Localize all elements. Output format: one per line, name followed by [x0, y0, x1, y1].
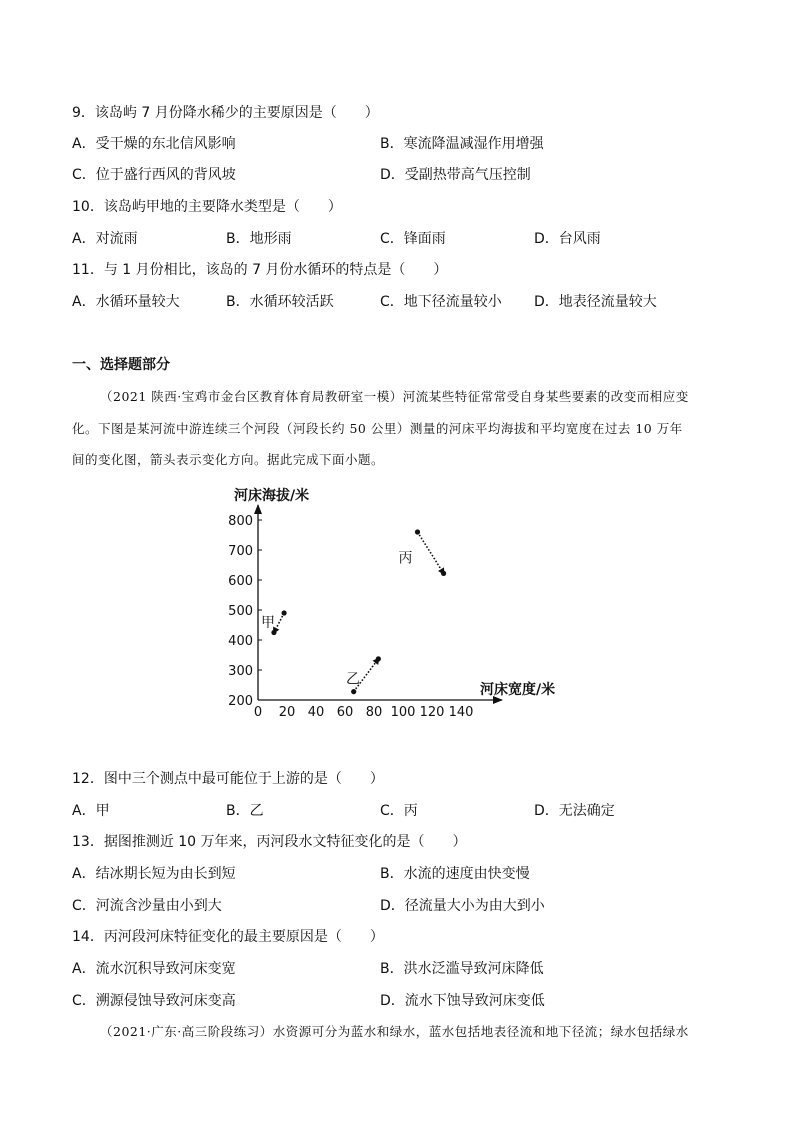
- series-arrow: [274, 613, 284, 633]
- x-tick-label: 100: [390, 705, 416, 720]
- series-label: 丙: [398, 550, 413, 567]
- q14-option-c: C．溯源侵蚀导致河床变高: [72, 993, 236, 1009]
- x-tick-label: 120: [419, 705, 445, 720]
- q12-option-b: B．乙: [226, 803, 264, 819]
- q13-option-b: B．水流的速度由快变慢: [380, 866, 530, 882]
- q10-option-d: D．台风雨: [534, 231, 601, 247]
- intro-line-2: 化。下图是某河流中游连续三个河段（河段长约 50 公里）测量的河床平均海拔和平均宽度在过去 10 万年: [72, 421, 683, 436]
- series-start-point: [282, 610, 287, 615]
- intro2-line-1: （2021·广东·高三阶段练习）水资源可分为蓝水和绿水，蓝水包括地表径流和地下径流；绿水包括绿水: [100, 1024, 689, 1039]
- q13-option-a: A．结冰期长短为由长到短: [72, 866, 236, 882]
- q10-option-c: C．锋面雨: [380, 231, 446, 247]
- q14-option-a: A．流水沉积导致河床变宽: [72, 961, 236, 977]
- intro-line-3: 间的变化图，箭头表示变化方向。据此完成下面小题。: [72, 452, 385, 467]
- riverbed-chart: [222, 483, 572, 723]
- q9-option-d: D．受副热带高气压控制: [380, 167, 531, 183]
- q9-option-b: B．寒流降温减湿作用增强: [380, 136, 544, 152]
- series-end-point: [376, 656, 381, 661]
- x-tick-label: 60: [336, 705, 354, 720]
- q11-option-a: A．水循环量较大: [72, 294, 180, 310]
- series-label: 甲: [261, 614, 276, 631]
- y-tick-label: 300: [228, 664, 253, 679]
- x-axis-label: 河床宽度/米: [480, 682, 556, 698]
- q14-stem: 14．丙河段河床特征变化的最主要原因是（ ）: [72, 929, 384, 945]
- y-tick-label: 600: [228, 574, 253, 589]
- q9-option-a: A．受干燥的东北信风影响: [72, 136, 236, 152]
- q12-option-d: D．无法确定: [534, 803, 615, 819]
- q12-option-a: A．甲: [72, 803, 110, 819]
- q11-option-d: D．地表径流量较大: [534, 294, 657, 310]
- x-tick-label: 0: [253, 705, 263, 720]
- x-tick-label: 80: [365, 705, 383, 720]
- y-tick-label: 500: [228, 604, 253, 619]
- q13-stem: 13．据图推测近 10 万年来，丙河段水文特征变化的是（ ）: [72, 834, 467, 850]
- x-tick-label: 40: [307, 705, 325, 720]
- x-tick-label: 20: [278, 705, 296, 720]
- q14-option-b: B．洪水泛滥导致河床降低: [380, 961, 544, 977]
- q11-option-b: B．水循环较活跃: [226, 294, 334, 310]
- y-axis-label: 河床海拔/米: [234, 488, 310, 504]
- q12-option-c: C．丙: [380, 803, 418, 819]
- q14-option-d: D．流水下蚀导致河床变低: [380, 993, 545, 1009]
- q10-stem: 10．该岛屿甲地的主要降水类型是（ ）: [72, 199, 342, 215]
- chart-series: [261, 529, 446, 694]
- chart-axes: [258, 505, 502, 700]
- q11-option-c: C．地下径流量较小: [380, 294, 502, 310]
- q9-option-c: C．位于盛行西风的背风坡: [72, 167, 236, 183]
- q11-stem: 11．与 1 月份相比，该岛的 7 月份水循环的特点是（ ）: [72, 262, 448, 278]
- series-label: 乙: [346, 671, 361, 688]
- x-tick-label: 140: [448, 705, 474, 720]
- q12-stem: 12．图中三个测点中最可能位于上游的是（ ）: [72, 771, 384, 787]
- q13-option-d: D．径流量大小为由大到小: [380, 898, 545, 914]
- series-end-point: [441, 571, 446, 576]
- q13-option-c: C．河流含沙量由小到大: [72, 898, 222, 914]
- y-tick-label: 800: [228, 514, 253, 529]
- q10-option-a: A．对流雨: [72, 231, 138, 247]
- intro-line-1: （2021 陕西·宝鸡市金台区教育体育局教研室一模）河流某些特征常常受自身某些要素的改变而相应变: [100, 389, 689, 404]
- q10-option-b: B．地形雨: [226, 231, 292, 247]
- section-heading: 一、选择题部分: [72, 357, 170, 373]
- series-arrow: [418, 532, 444, 573]
- q9-stem: 9．该岛屿 7 月份降水稀少的主要原因是（ ）: [72, 105, 379, 121]
- y-tick-label: 200: [228, 694, 253, 709]
- y-tick-label: 400: [228, 634, 253, 649]
- y-tick-label: 700: [228, 544, 253, 559]
